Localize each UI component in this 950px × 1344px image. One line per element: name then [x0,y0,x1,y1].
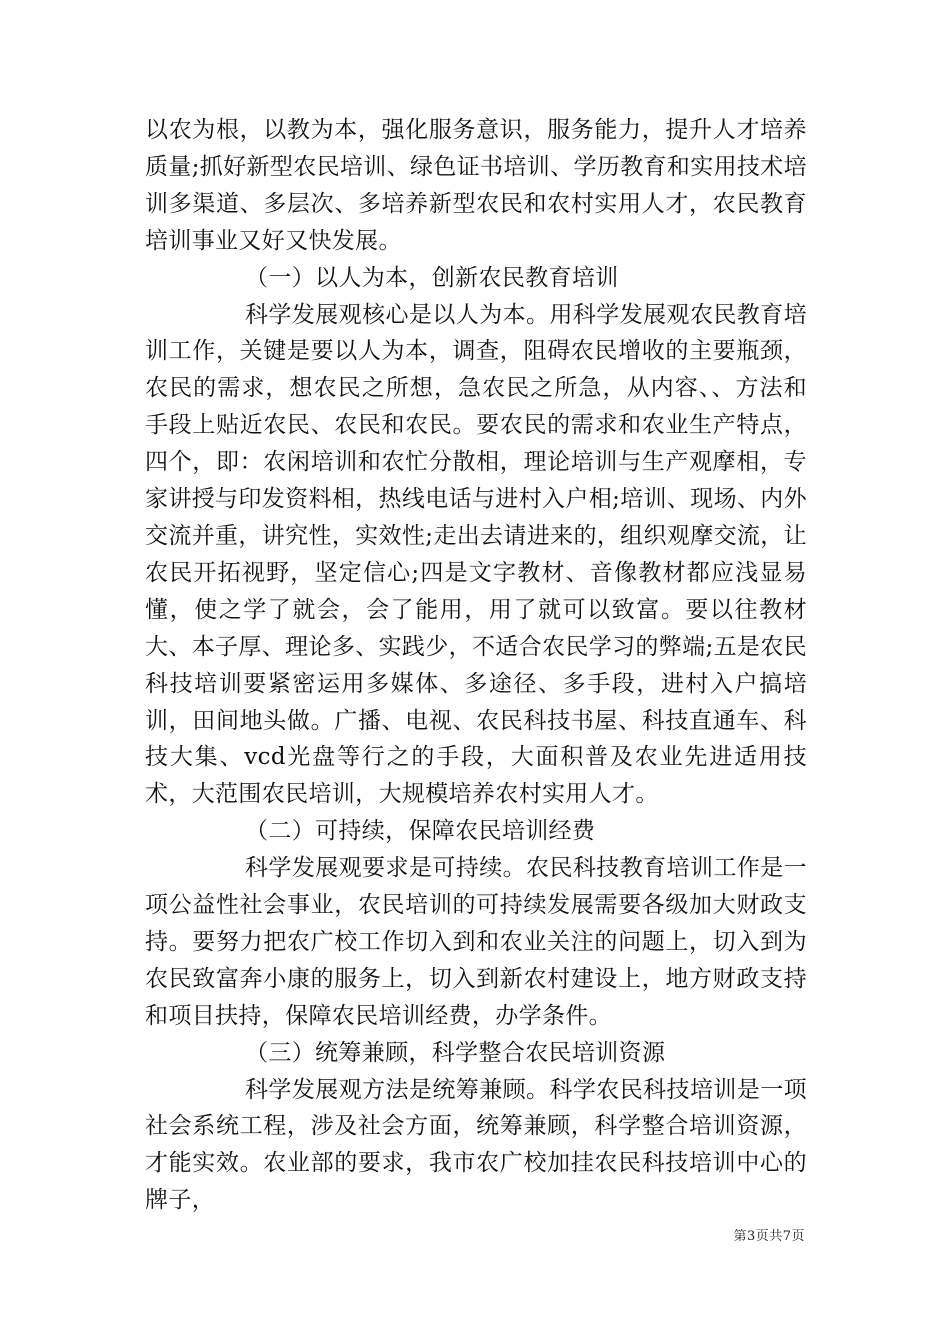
document-body [145,112,807,1219]
section-heading-3: （三）统筹兼顾，科学整合农民培训资源 [245,1039,666,1066]
section-heading-2: （二）可持续，保障农民培训经费 [245,818,596,845]
paragraph-section-2: 科学发展观要求是可持续。农民科技教育培训工作是一项公益性社会事业，农民培训的可持续发展需要各级加大财政支持。要努力把农广校工作切入到和农业关注的问题上，切入到为农民致富奔小康的服务上，切入到新农村建设上，地方财政支持和项目扶持，保障农民培训经费，办学条件。 [145,855,807,1029]
page-number: 第3页共7页 [733,1229,805,1244]
paragraph-intro: 以农为根，以教为本，强化服务意识，服务能力，提升人才培养质量;抓好新型农民培训、绿色证书培训、学历教育和实用技术培训多渠道、多层次、多培养新型农民和农村实用人才，农民教育培训事业又好又快发展。 [145,117,807,254]
paragraph-section-1: 科学发展观核心是以人为本。用科学发展观农民教育培训工作，关键是要以人为本，调查，阻碍农民增收的主要瓶颈，农民的需求，想农民之所想，急农民之所急，从内容、、方法和手段上贴近农民、农民和农民。要农民的需求和农业生产特点，四个，即：农闲培训和农忙分散相，理论培训与生产观摩相，专家讲授与印发资料相，热线电话与进村入户相;培训、现场、内外交流并重，讲究性，实效性;走出去请进来的，组织观摩交流，让农民开拓视野，坚定信心;四是文字教材、音像教材都应浅显易懂，使之学了就会，会了能用，用了就可以致富。要以往教材大、本子厚、理论多、实践少，不适合农民学习的弊端;五是农民科技培训要紧密运用多媒体、多途径、多手段，进村入户搞培训，田间地头做。广播、电视、农民科技书屋、科技直通车、科技大集、vcd光盘等行之的手段，大面积普及农业先进适用技术，大范围农民培训，大规模培养农村实用人才。 [145,301,807,808]
section-heading-1: （一）以人为本，创新农民教育培训 [245,264,619,291]
paragraph-section-3: 科学发展观方法是统筹兼顾。科学农民科技培训是一项社会系统工程，涉及社会方面，统筹兼顾，科学整合培训资源，才能实效。农业部的要求，我市农广校加挂农民科技培训中心的牌子， [145,1076,807,1214]
